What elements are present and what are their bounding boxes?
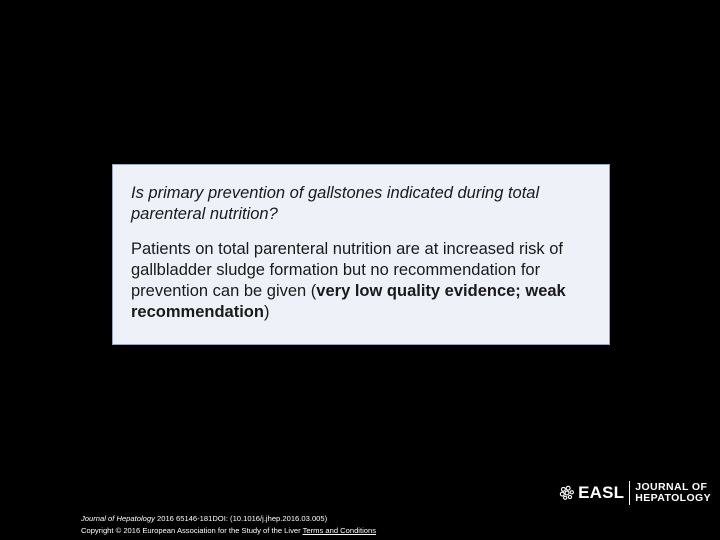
citation-footer bbox=[81, 513, 376, 537]
journal-logo bbox=[559, 478, 711, 508]
copyright-line bbox=[81, 525, 376, 537]
copyright-text: Copyright © 2016 European Association for the Study of the Liver bbox=[81, 526, 303, 535]
easl-logo-icon bbox=[559, 482, 575, 504]
citation-line bbox=[81, 513, 376, 525]
logo-easl-text: EASL bbox=[578, 481, 630, 505]
logo-journal-line2: HEPATOLOGY bbox=[635, 492, 711, 504]
evidence-grade: very low quality evidence; weak recommendation bbox=[131, 282, 566, 321]
journal-name: Journal of Hepatology bbox=[81, 514, 155, 523]
terms-link[interactable]: Terms and Conditions bbox=[302, 526, 377, 535]
recommendation-statement bbox=[131, 239, 591, 323]
statement-lead: Patients on total parenteral nutrition are at increased risk of gallbladder sludge formation but no recommendation for prevention can be given ( bbox=[131, 240, 563, 300]
recommendation-question: Is primary prevention of gallstones indicated during total parenteral nutrition? bbox=[131, 184, 540, 223]
logo-journal-title bbox=[630, 482, 711, 505]
statement-tail: ) bbox=[263, 303, 270, 321]
citation-text: 2016 65146-181DOI: (10.1016/j.jhep.2016.03.005) bbox=[154, 514, 328, 523]
recommendation-box bbox=[112, 164, 610, 345]
logo-journal-line1: JOURNAL OF bbox=[635, 480, 708, 493]
